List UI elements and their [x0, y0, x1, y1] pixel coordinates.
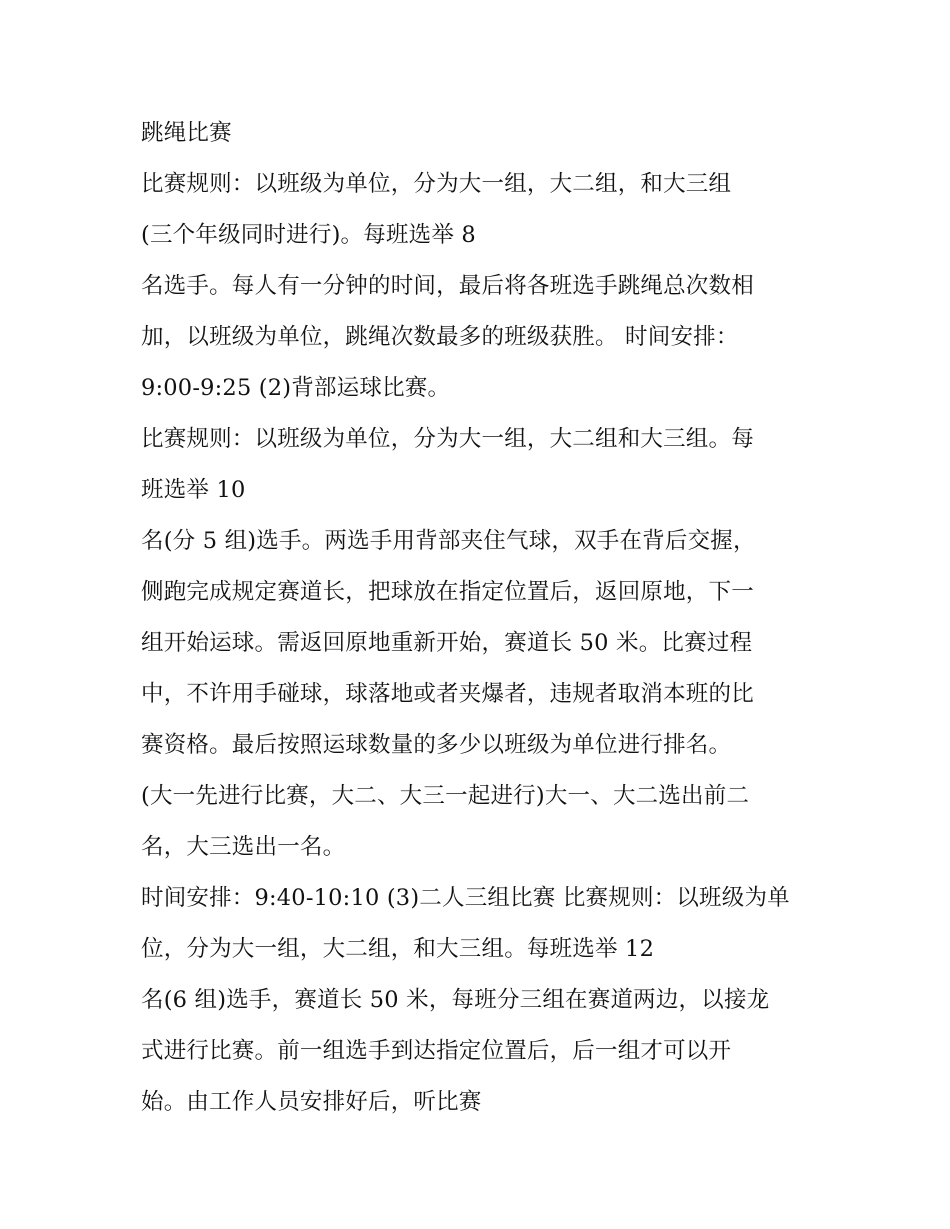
text-line: 9:00-9:25 (2)背部运球比赛。 [141, 375, 451, 401]
text-line: 班选举 10 [141, 477, 246, 503]
text-line: 比赛规则：以班级为单位，分为大一组，大二组，和大三组 [141, 171, 732, 197]
text-line: 中，不许用手碰球，球落地或者夹爆者，违规者取消本班的比 [141, 681, 754, 707]
text-line: (大一先进行比赛，大二、大三一起进行)大一、大二选出前二 [141, 783, 750, 809]
text-line: 加，以班级为单位，跳绳次数最多的班级获胜。 时间安排： [141, 324, 739, 350]
text-line: 名(6 组)选手，赛道长 50 米，每班分三组在赛道两边，以接龙 [141, 987, 770, 1013]
heading-line: 跳绳比赛 [141, 120, 232, 146]
text-line: 名(分 5 组)选手。两选手用背部夹住气球，双手在背后交握， [141, 528, 756, 554]
text-line: 位，分为大一组，大二组，和大三组。每班选举 12 [141, 936, 655, 962]
text-line: 侧跑完成规定赛道长，把球放在指定位置后，返回原地，下一 [141, 579, 754, 605]
text-line: 比赛规则：以班级为单位，分为大一组，大二组和大三组。每 [141, 426, 754, 452]
document-body [141, 108, 831, 1128]
text-line: 赛资格。最后按照运球数量的多少以班级为单位进行排名。 [141, 732, 732, 758]
text-line: (三个年级同时进行)。每班选举 8 [141, 222, 476, 248]
text-line: 组开始运球。需返回原地重新开始，赛道长 50 米。比赛过程 [141, 630, 753, 656]
text-line: 式进行比赛。前一组选手到达指定位置后，后一组才可以开 [141, 1038, 732, 1064]
text-line: 时间安排：9:40-10:10 (3)二人三组比赛 比赛规则：以班级为单 [141, 885, 790, 911]
text-line: 名，大三选出一名。 [141, 834, 346, 860]
text-line: 始。由工作人员安排好后，听比赛 [141, 1089, 482, 1115]
text-line: 名选手。每人有一分钟的时间，最后将各班选手跳绳总次数相 [141, 273, 754, 299]
